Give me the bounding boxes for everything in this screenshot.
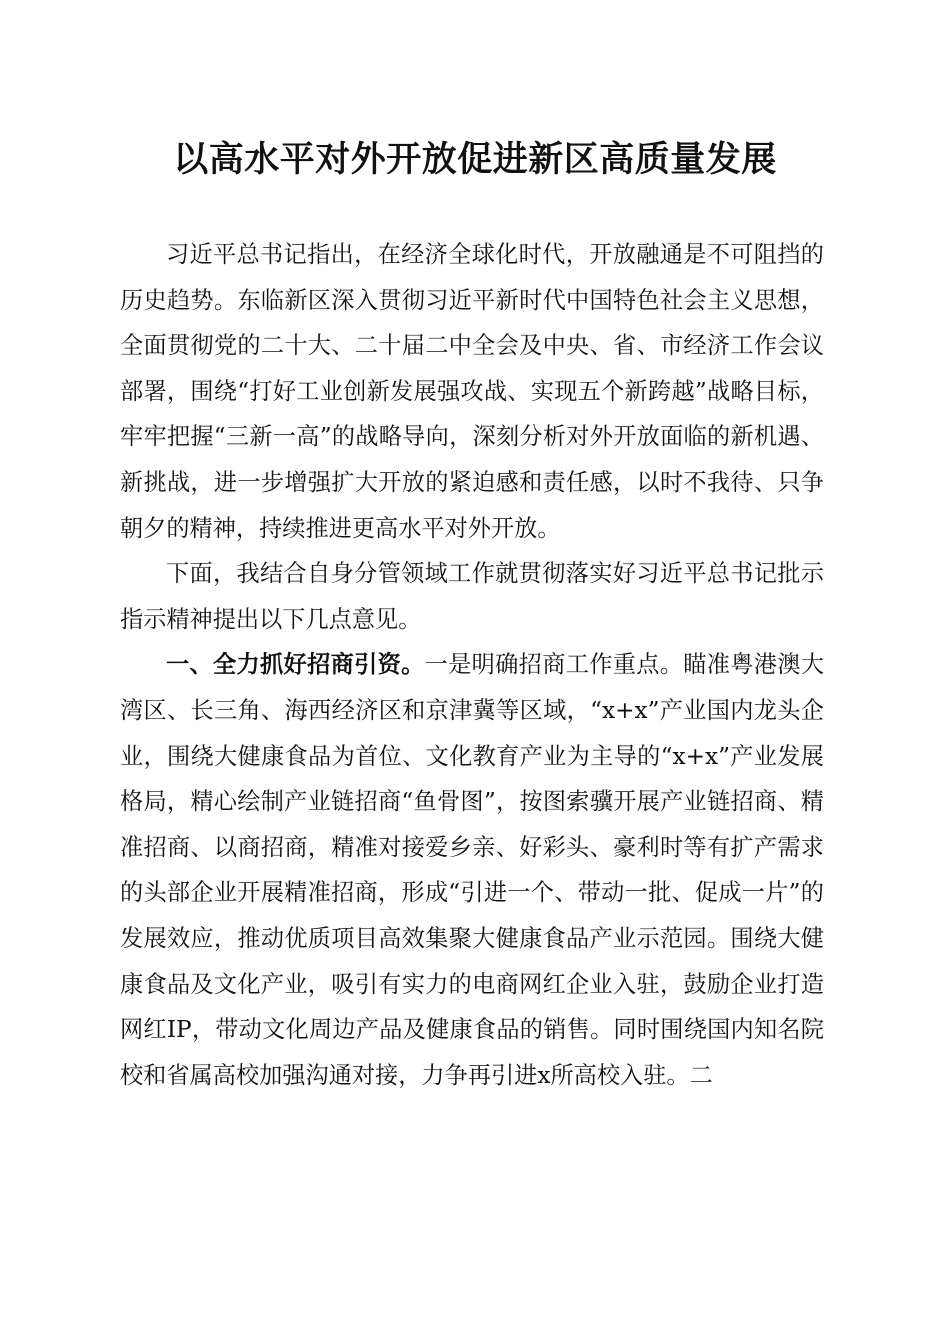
- paragraph-transition: [120, 551, 824, 642]
- document-body: [120, 232, 824, 1098]
- section-one-heading: 一、全力抓好招商引资。: [166, 651, 425, 679]
- paragraph-transition-text: 下面，我结合自身分管领域工作就贯彻落实好习近平总书记批示指示精神提出以下几点意见。: [120, 560, 824, 633]
- paragraph-section-one: [120, 642, 824, 1098]
- section-one-text: 一是明确招商工作重点。瞄准粤港澳大湾区、长三角、海西经济区和京津冀等区域，“x+x”产业国内龙头企业，围绕大健康食品为首位、文化教育产业为主导的“x+x”产业发展格局，精心绘制产业链招商“鱼骨图”，按图索骥开展产业链招商、精准招商、以商招商，精准对接爱乡亲、好彩头、豪利时等有扩产需求的头部企业开展精准招商，形成“引进一个、带动一批、促成一片”的发展效应，推动优质项目高效集聚大健康食品产业示范园。围绕大健康食品及文化产业，吸引有实力的电商网红企业入驻，鼓励企业打造网红IP，带动文化周边产品及健康食品的销售。同时围绕国内知名院校和省属高校加强沟通对接，力争再引进x所高校入驻。二: [120, 651, 825, 1089]
- document-title: 以高水平对外开放促进新区高质量发展: [173, 139, 777, 180]
- paragraph-intro-text: 习近平总书记指出，在经济全球化时代，开放融通是不可阻挡的历史趋势。东临新区深入贯彻习近平新时代中国特色社会主义思想，全面贯彻党的二十大、二十届二中全会及中央、省、市经济工作会议部署，围绕“打好工业创新发展强攻战、实现五个新跨越”战略目标，牢牢把握“三新一高”的战略导向，深刻分析对外开放面临的新机遇、新挑战，进一步增强扩大开放的紧迫感和责任感，以时不我待、只争朝夕的精神，持续推进更高水平对外开放。: [120, 241, 824, 542]
- paragraph-intro: [120, 232, 824, 551]
